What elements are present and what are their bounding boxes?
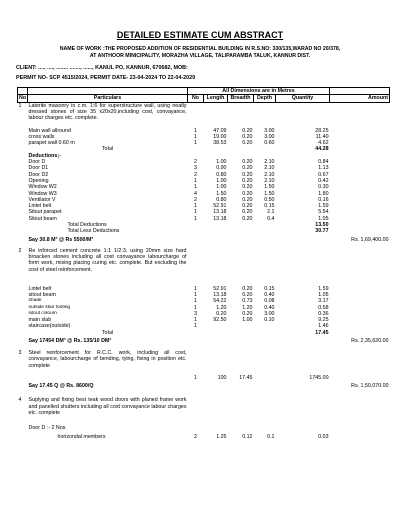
- item-2-description-row: [18, 245, 390, 286]
- dimensions-note: All Dimensions are in Metres: [188, 88, 330, 95]
- item-3-number: 3: [18, 350, 22, 357]
- item-1-measurements: [18, 128, 390, 245]
- table-row: main slab 1 92.50 1.00 0.10 9.25: [28, 317, 329, 324]
- table-row: sitout coloum 3 0.20 0.20 3.00 0.36: [28, 310, 329, 317]
- item-1-total-row: Total 44.28: [101, 146, 329, 153]
- name-of-work-line-2: AT ANTHOOR MINICIPALITY, MORAZHA VILLAGE, TALIPARAMBA TALUK, KANNUR DIST.: [89, 53, 311, 59]
- client-line: CLIENT: ...., ...., ........ ......., ......, KANUL PO, KANNUR, 670682, MOB:: [16, 65, 188, 71]
- name-of-work-line-1: NAME OF WORK :THE PROPOSED ADDITION OF RESIDENTIAL BUILDING IN R.S.NO: 330/135,WARAD NO 20/378,: [59, 46, 341, 52]
- item-2-say-row: [18, 336, 390, 346]
- table-row: Sitout parapet 1 13.18 0.20 2.1 5.54: [28, 209, 329, 216]
- item-1-say: Say 30.8 M³ @ Rs 5500/M³: [28, 236, 94, 243]
- item-4-description-row: [18, 392, 390, 422]
- item-1-number: 1: [18, 102, 22, 109]
- header-particulars: Particulars: [28, 95, 188, 102]
- item-1-description-row: [18, 102, 390, 128]
- total-less-deductions-row: Total Less Deductions 30.77: [67, 228, 329, 235]
- item-3-amount: Rs. 1,50,070.00: [351, 383, 389, 390]
- deductions-heading-row: Deductions;-: [28, 152, 61, 159]
- item-4-description: Suplying and fixing best teak wood doors with planed frame work and panelled shutters including all cost convayance labour charges etc. complete: [28, 397, 187, 416]
- item-1-say-row: [18, 235, 390, 245]
- table-row: Door D2 2 0.80 0.20 2.10 0.67: [28, 171, 329, 178]
- item-3-measurement-row: 1 100 17.45 1745.00: [194, 375, 329, 382]
- table-row: Opening 1 1.00 0.20 2.10 0.42: [28, 177, 329, 184]
- header-nos: No: [188, 95, 204, 102]
- table-row: sitout beam 1 13.18 0.20 0.40 1.05: [28, 291, 329, 298]
- item-1-amount: Rs. 1,69,400.00: [351, 236, 389, 243]
- table-row: shade 1 54.22 0.73 0.08 3.17: [28, 298, 329, 305]
- table-row: horizondal members 2 1.25 0.12 0.1 0.03: [57, 434, 329, 441]
- dimensions-note-row: [18, 88, 390, 95]
- total-deductions-row: Total Deductions 13.50: [67, 222, 329, 229]
- table-row: cross walls 1 19.00 0.20 3.00 11.40: [28, 133, 329, 140]
- header-no: No: [19, 95, 27, 102]
- header-breadth: Breadth: [228, 95, 254, 102]
- table-row: outside stair footing 1 1.20 1.20 0.40 0.58: [28, 304, 329, 311]
- item-3-say-row: [18, 381, 390, 392]
- table-row: Lintel belt 1 52.91 0.20 0.15 1.59: [28, 285, 329, 292]
- item-3-description-row: [18, 346, 390, 375]
- table-row: Main wall allround 1 47.09 0.20 3.00 28.25: [28, 127, 329, 134]
- item-2-amount: Rs. 2,35,620.00: [351, 338, 389, 345]
- item-2-number: 2: [18, 247, 22, 254]
- header-depth: Depth: [254, 95, 276, 102]
- table-row: Window W2 1 1.00 0.20 1.50 0.30: [28, 184, 329, 191]
- table-row: Door D 2 1.00 0.20 2.10 0.84: [28, 159, 329, 166]
- item-2-total-row: Total 17.45: [101, 329, 329, 336]
- header-length: Length: [204, 95, 228, 102]
- item-3-description: Steel reinforcement for R.C.C. work, including all cost, convayance, labourcharge of bending, tying, fixing in position etc. complete: [28, 350, 187, 369]
- table-row: Lintel belt 1 52.91 0.20 0.15 1.59: [28, 203, 329, 210]
- header-quantity: Quantity: [276, 95, 330, 102]
- table-row: parapet wall 0.60 m 1 38.53 0.20 0.60 4.62: [28, 140, 329, 147]
- permit-line: PERMIT NO- SCP 4515/2024, PERMIT DATE- 23-04-2024 TO 22-04-2029: [16, 75, 196, 81]
- item-2-description: Re inforced cement concrete 1:1 1/2:3, using 20mm size hard broacken stones including all cost convayance labourcharge of form work, mixing placing curing etc. complete. But excluding the cost of steel reinforcement.: [28, 247, 187, 273]
- table-row: Sitout beam 1 13.18 0.20 0.4 1.05: [28, 215, 329, 222]
- item-3-say: Say 17.45 Q @ Rs. 8600/Q: [28, 383, 94, 390]
- header-amount: Amount: [330, 95, 390, 102]
- item-4-door-row: Door D :- 2 Nos.: [28, 425, 67, 432]
- estimate-table: [17, 87, 390, 441]
- item-2-say: Say 17454 DM³ @ Rs. 135/10 DM³: [28, 338, 112, 345]
- table-row: Window W3 4 1.50 0.20 1.50 1.80: [28, 190, 329, 197]
- table-header-row: [18, 95, 390, 102]
- table-row: Door D1 3 0.90 0.20 2.10 1.13: [28, 165, 329, 172]
- item-1-description: Laterite masonry in c.m. 1:6 for superstructure wall, using neatly dressed stones of size 35 x20x20,including cost, convayance, labour charges etc. complete.: [28, 102, 187, 122]
- item-2-measurements: [18, 286, 390, 346]
- table-row: Ventilator V 2 0.80 0.20 0.50 0.16: [28, 196, 329, 203]
- table-row: staircase(outside) 1 1.46: [28, 323, 329, 330]
- item-4-number: 4: [18, 397, 22, 404]
- page-title: DETAILED ESTIMATE CUM ABSTRACT: [116, 30, 284, 40]
